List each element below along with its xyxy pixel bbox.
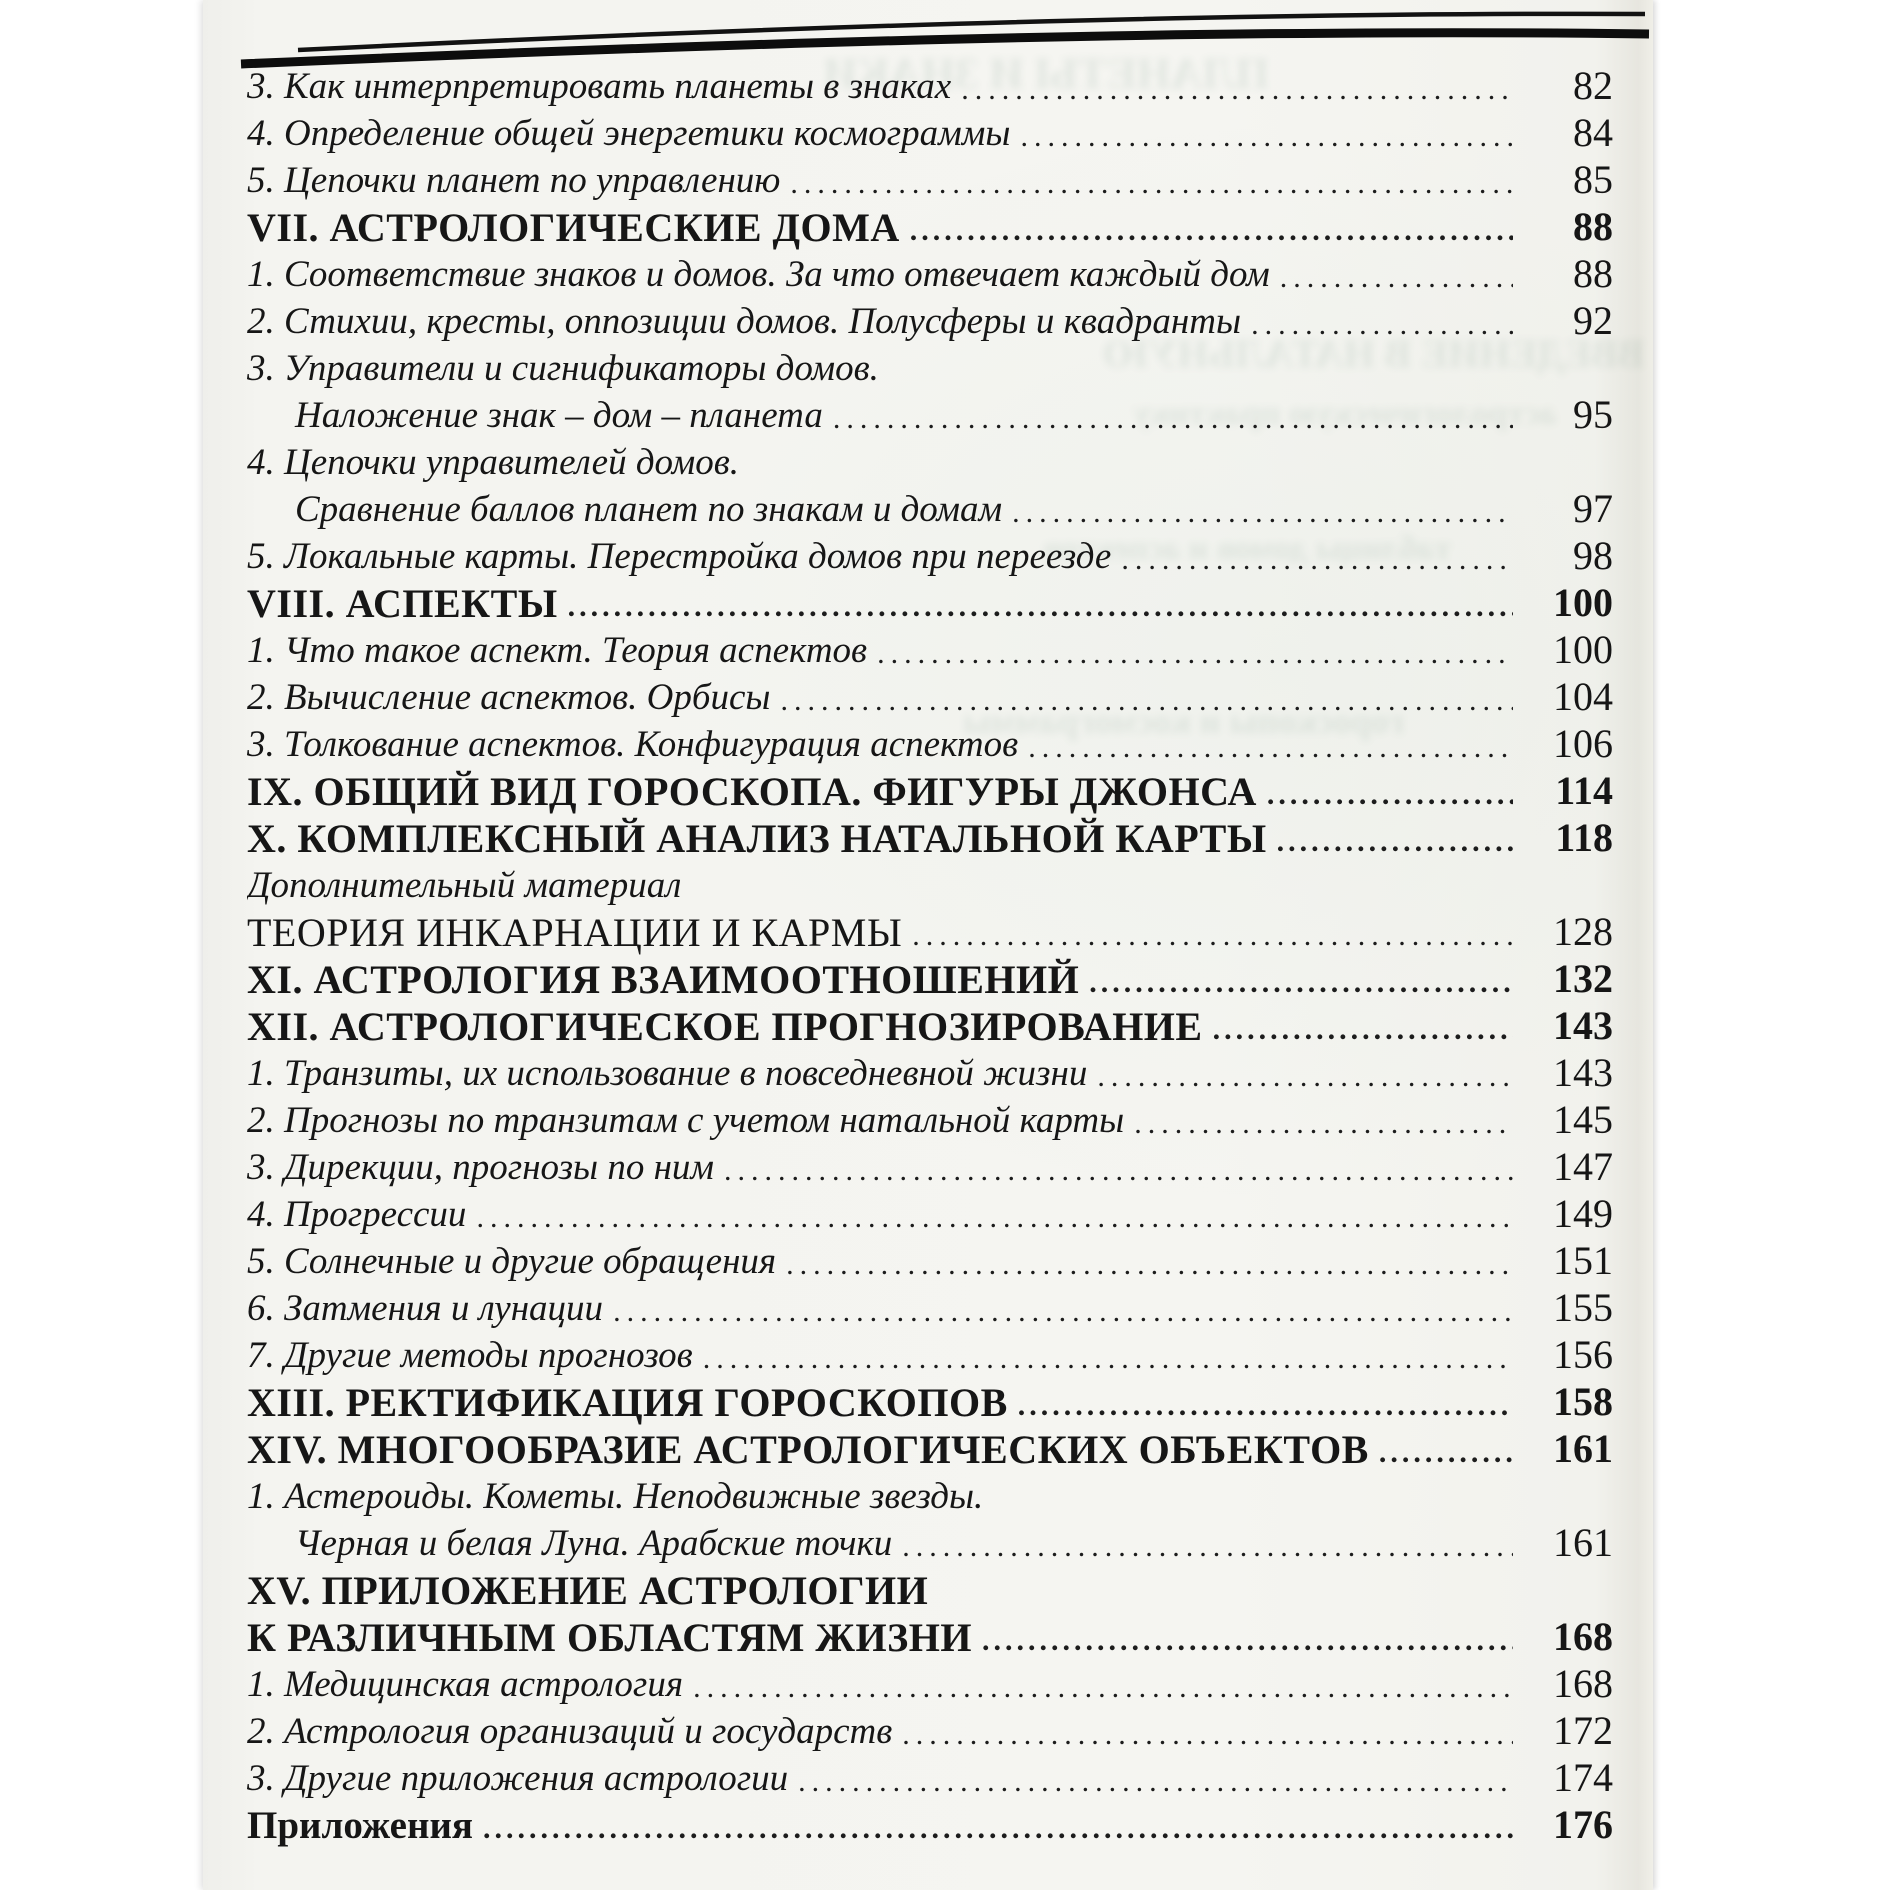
toc-page-number: 84 [1573,110,1613,155]
toc-entry-label: 2. Прогнозы по транзитам с учетом натальной карты [247,1100,1125,1141]
dot-leader [613,1297,1513,1327]
toc-page-number: 145 [1553,1097,1613,1142]
toc-row [247,579,1613,626]
toc-row [247,1237,1613,1284]
dot-leader [476,1203,1513,1233]
toc-row [247,250,1613,297]
dot-leader [833,404,1513,434]
toc-entry-label: 4. Прогрессии [247,1194,467,1235]
toc-row [247,485,1613,532]
toc-entry-label: 3. Другие приложения астрологии [247,1758,789,1799]
dot-leader [1097,1062,1513,1092]
toc-row [247,767,1613,814]
toc-page-number: 100 [1553,580,1613,625]
toc-entry-label: IX. ОБЩИЙ ВИД ГОРОСКОПА. ФИГУРЫ ДЖОНСА [247,769,1257,814]
toc-row [247,1613,1613,1660]
toc-row [247,861,1613,908]
toc-row [247,297,1613,344]
toc-entry-label: 2. Астрология организаций и государств [247,1711,893,1752]
toc-page-number: 85 [1573,157,1613,202]
toc-row [247,438,1613,485]
dot-leader [1134,1109,1513,1139]
dot-leader [902,1720,1513,1750]
toc-entry-label: 2. Вычисление аспектов. Орбисы [247,677,771,718]
toc-entry-label: 3. Толкование аспектов. Конфигурация аспектов [247,724,1019,765]
toc-page-number: 155 [1553,1285,1613,1330]
toc-page-number: 156 [1553,1332,1613,1377]
dot-leader [1267,780,1513,810]
dot-leader [693,1673,1513,1703]
toc-page-number: 161 [1553,1426,1613,1471]
toc-page-number: 114 [1555,768,1613,813]
toc-row [247,1519,1613,1566]
toc-entry-label: Приложения [247,1804,474,1847]
toc-page-number: 88 [1573,204,1613,249]
toc-page-number: 172 [1553,1708,1613,1753]
dot-leader [1012,498,1513,528]
dot-leader [1379,1438,1513,1468]
toc-entry-label: XV. ПРИЛОЖЕНИЕ АСТРОЛОГИИ [247,1568,929,1613]
toc-page-number: 100 [1553,627,1613,672]
toc-row [247,1472,1613,1519]
toc-row [247,1096,1613,1143]
toc-entry-label: XIII. РЕКТИФИКАЦИЯ ГОРОСКОПОВ [247,1380,1008,1425]
toc-row [247,203,1613,250]
toc-row [247,908,1613,955]
toc-entry-label: 1. Астероиды. Кометы. Неподвижные звезды. [247,1476,984,1517]
toc-entry-label: 5. Солнечные и другие обращения [247,1241,777,1282]
toc-row [247,720,1613,767]
dot-leader [877,639,1513,669]
dot-leader [961,75,1513,105]
toc-row [247,814,1613,861]
dot-leader [910,216,1513,246]
toc-row [247,1660,1613,1707]
toc-list [247,62,1613,1848]
toc-page-number: 92 [1573,298,1613,343]
dot-leader [1089,968,1513,998]
dot-leader [781,686,1514,716]
toc-entry-label: 7. Другие методы прогнозов [247,1335,693,1376]
toc-page-number: 158 [1553,1379,1613,1424]
toc-row [247,1002,1613,1049]
toc-row [247,1801,1613,1848]
toc-entry-label: К РАЗЛИЧНЫМ ОБЛАСТЯМ ЖИЗНИ [247,1615,972,1660]
dot-leader [1018,1391,1513,1421]
toc-row [247,1566,1613,1613]
toc-page-number: 118 [1555,815,1613,860]
toc-row [247,1284,1613,1331]
dot-leader [786,1250,1513,1280]
toc-entry-label: Дополнительный материал [247,865,682,906]
toc-page-number: 151 [1553,1238,1613,1283]
toc-row [247,344,1613,391]
bleedthrough-text: таблицы домов и аспектов [1043,530,1452,567]
toc-row [247,1143,1613,1190]
toc-entry-label: 3. Управители и сигнификаторы домов. [247,348,879,389]
toc-row [247,532,1613,579]
toc-entry-label: VII. АСТРОЛОГИЧЕСКИЕ ДОМА [247,205,900,250]
dot-leader [912,921,1513,951]
toc-entry-label: 4. Цепочки управителей домов. [247,442,740,483]
toc-row [247,626,1613,673]
dot-leader [483,1814,1513,1844]
toc-page-number: 98 [1573,533,1613,578]
toc-row [247,1425,1613,1472]
toc-entry-label: 3. Дирекции, прогнозы по ним [247,1147,715,1188]
toc-row [247,156,1613,203]
dot-leader [568,592,1513,622]
dot-leader [1121,545,1513,575]
toc-entry-label: VIII. АСПЕКТЫ [247,581,558,626]
toc-entry-label: 5. Цепочки планет по управлению [247,160,781,201]
toc-row [247,1331,1613,1378]
toc-page-number: 82 [1573,63,1613,108]
toc-row [247,673,1613,720]
toc-row [247,1707,1613,1754]
dot-leader [982,1626,1513,1656]
bleedthrough-text: гороскопы и космограммы [963,701,1405,741]
dot-leader [724,1156,1513,1186]
toc-row [247,1754,1613,1801]
toc-entry-label: 4. Определение общей энергетики космограммы [247,113,1011,154]
toc-entry-label: 1. Транзиты, их использование в повседневной жизни [247,1053,1088,1094]
toc-page-number: 176 [1553,1802,1613,1847]
toc-entry-label: Сравнение баллов планет по знакам и домам [295,489,1003,530]
toc-entry-label: 3. Как интерпретировать планеты в знаках [247,66,952,107]
bleedthrough-text: астрологическую практику [1133,395,1557,432]
toc-page-number: 106 [1553,721,1613,766]
dot-leader [703,1344,1513,1374]
dot-leader [1251,310,1513,340]
toc-page-number: 143 [1553,1050,1613,1095]
toc-entry-label: 1. Медицинская астрология [247,1664,684,1705]
toc-page-number: 143 [1553,1003,1613,1048]
toc-page-number: 149 [1553,1191,1613,1236]
bleedthrough-text: ВВЕДЕНИЕ В НАТАЛЬНУЮ [1103,331,1645,376]
toc-row [247,1049,1613,1096]
toc-entry-label: X. КОМПЛЕКСНЫЙ АНАЛИЗ НАТАЛЬНОЙ КАРТЫ [247,816,1267,861]
toc-page-number: 128 [1553,909,1613,954]
toc-row [247,62,1613,109]
toc-entry-label: 2. Стихии, кресты, оппозиции домов. Полусферы и квадранты [247,301,1242,342]
toc-entry-label: 1. Соответствие знаков и домов. За что отвечает каждый дом [247,254,1270,295]
toc-entry-label: 6. Затмения и лунации [247,1288,604,1329]
dot-leader [1020,122,1513,152]
dot-leader [1213,1015,1513,1045]
dot-leader [798,1767,1513,1797]
toc-entry-label: XI. АСТРОЛОГИЯ ВЗАИМООТНОШЕНИЙ [247,957,1080,1002]
toc-entry-label: Черная и белая Луна. Арабские точки [295,1523,893,1564]
toc-page-number: 88 [1573,251,1613,296]
toc-row [247,109,1613,156]
toc-row [247,955,1613,1002]
toc-page-number: 95 [1573,392,1613,437]
toc-row [247,1378,1613,1425]
dot-leader [1280,263,1513,293]
toc-entry-label: XII. АСТРОЛОГИЧЕСКОЕ ПРОГНОЗИРОВАНИЕ [247,1004,1203,1049]
toc-entry-label: ТЕОРИЯ ИНКАРНАЦИИ И КАРМЫ [247,910,903,955]
toc-entry-label: XIV. МНОГООБРАЗИЕ АСТРОЛОГИЧЕСКИХ ОБЪЕКТОВ [247,1427,1369,1472]
toc-page-number: 161 [1553,1520,1613,1565]
toc-page-number: 174 [1553,1755,1613,1800]
dot-leader [1028,733,1513,763]
toc-page-number: 168 [1553,1661,1613,1706]
toc-page-number: 104 [1553,674,1613,719]
toc-page-number: 147 [1553,1144,1613,1189]
toc-entry-label: 5. Локальные карты. Перестройка домов при переезде [247,536,1112,577]
dot-leader [790,169,1513,199]
toc-page-number: 97 [1573,486,1613,531]
book-page [203,0,1653,1890]
dot-leader [902,1532,1513,1562]
toc-page-number: 132 [1553,956,1613,1001]
toc-row [247,1190,1613,1237]
toc-entry-label: 1. Что такое аспект. Теория аспектов [247,630,868,671]
toc-row [247,391,1613,438]
dot-leader [1277,827,1513,857]
bleedthrough-text: ПЛАНЕТЫ И ЗНАКИ [823,49,1270,98]
toc-page-number: 168 [1553,1614,1613,1659]
toc-entry-label: Наложение знак – дом – планета [295,395,823,436]
